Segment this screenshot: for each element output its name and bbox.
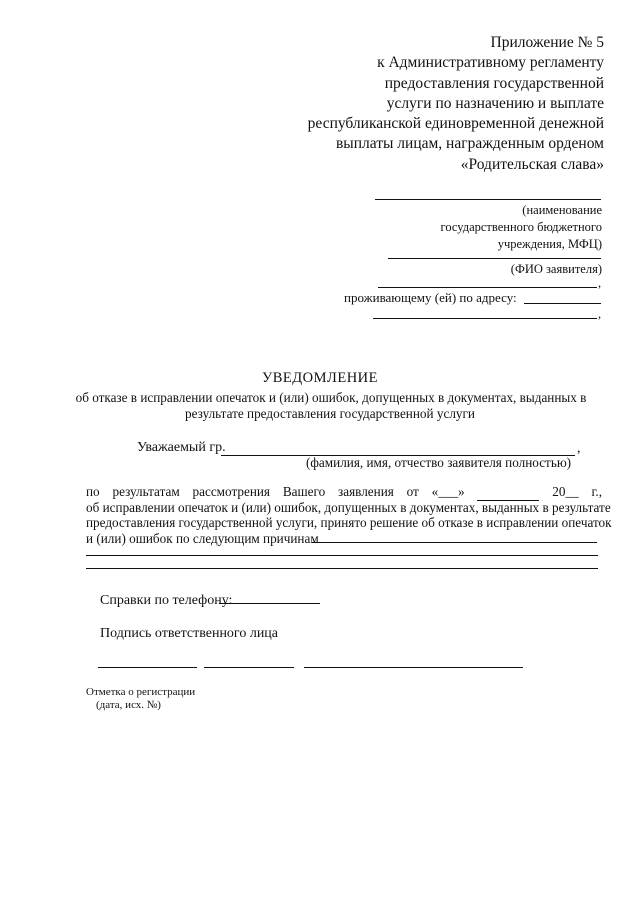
phone-label: Справки по телефону: — [100, 593, 233, 608]
notice-subtitle-line: об отказе в исправлении опечаток и (или) ошибок, допущенных в документах, выданных в — [75, 390, 587, 405]
reason-line-1[interactable] — [312, 542, 597, 543]
applicant-extra-line[interactable] — [378, 287, 597, 288]
signer-name-line[interactable] — [304, 667, 523, 668]
application-year-field[interactable]: 20__ — [552, 484, 579, 499]
decision-line: об исправлении опечаток и (или) ошибок, допущенных в документах, выданных в результате — [86, 500, 611, 515]
header-line: Приложение № 5 — [490, 34, 604, 51]
reason-line-2[interactable] — [86, 555, 598, 556]
header-line: предоставления государственной — [384, 74, 604, 92]
phone-line[interactable] — [219, 603, 320, 604]
address-label: проживающему (ей) по адресу: — [344, 290, 517, 305]
org-name-label: (наименование государственного бюджетного учреждения, МФЦ) — [440, 203, 602, 251]
application-day-field[interactable]: «___» — [431, 484, 465, 499]
address-line-1[interactable] — [524, 303, 601, 304]
reason-line-3[interactable] — [86, 568, 598, 569]
line-comma: , — [598, 307, 602, 321]
org-name-line[interactable] — [375, 199, 601, 200]
decision-line: по результатам рассмотрения Вашего заявления от «___» 20__ г., — [86, 484, 602, 499]
header-line: республиканской единовременной денежной — [307, 115, 604, 133]
header-line: к Административному регламенту — [377, 54, 604, 72]
appendix-header — [308, 33, 604, 175]
header-line: услуги по назначению и выплате — [386, 94, 604, 112]
address-line-2[interactable] — [373, 318, 597, 319]
signature-label: Подпись ответственного лица — [100, 626, 279, 641]
signature-line[interactable] — [204, 667, 294, 668]
notice-title: УВЕДОМЛЕНИЕ — [261, 370, 379, 386]
full-name-hint: (фамилия, имя, отчество заявителя полностью) — [306, 455, 572, 470]
position-line[interactable] — [98, 667, 197, 668]
line-comma: , — [577, 441, 581, 456]
registration-mark: Отметка о регистрации (дата, исх. №) — [86, 686, 196, 711]
applicant-name-label: (ФИО заявителя) — [510, 262, 602, 276]
applicant-name-line[interactable] — [388, 258, 601, 259]
header-line: «Родительская слава» — [460, 155, 604, 173]
line-comma: , — [598, 276, 602, 290]
header-line: выплаты лицам, награжденным орденом — [335, 135, 604, 153]
salutation-label: Уважаемый гр. — [137, 440, 226, 455]
decision-line: предоставления государственной услуги, принято решение об отказе в исправлении опечаток — [86, 515, 612, 530]
decision-line: и (или) ошибок по следующим причинам — [86, 531, 319, 546]
notice-subtitle-line: результате предоставления государственной услуги — [185, 406, 475, 421]
application-month-field[interactable] — [477, 488, 539, 501]
